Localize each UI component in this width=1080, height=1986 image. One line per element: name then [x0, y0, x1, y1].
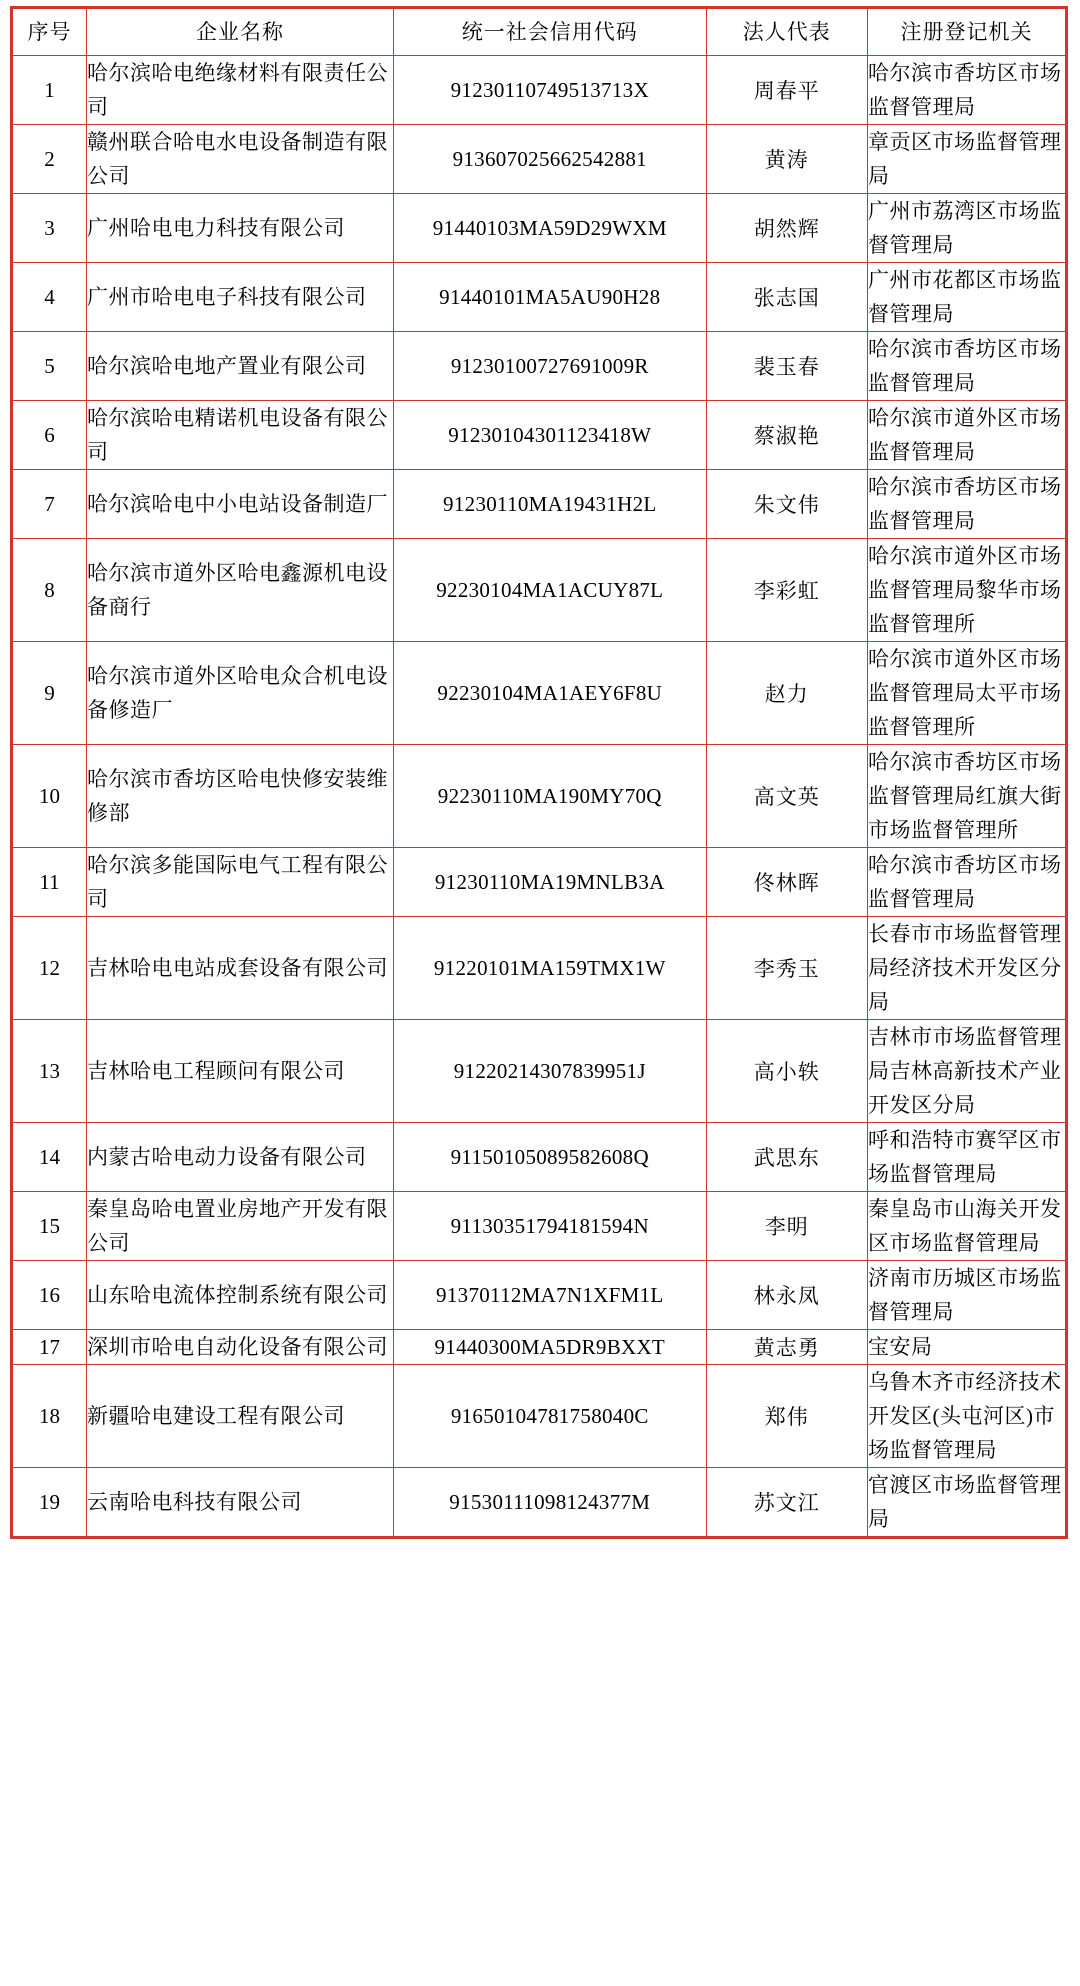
table-row [12, 539, 1067, 642]
cell-registration-authority: 广州市荔湾区市场监督管理局 [868, 194, 1067, 263]
column-header-seq: 序号 [12, 8, 87, 56]
cell-credit-code: 91230100727691009R [393, 332, 706, 401]
table-row [12, 1123, 1067, 1192]
cell-seq: 9 [12, 642, 87, 745]
cell-enterprise-name: 新疆哈电建设工程有限公司 [87, 1365, 394, 1468]
table-row [12, 56, 1067, 125]
cell-legal-representative: 高文英 [706, 745, 867, 848]
cell-seq: 17 [12, 1330, 87, 1365]
cell-legal-representative: 佟林晖 [706, 848, 867, 917]
cell-legal-representative: 苏文江 [706, 1468, 867, 1538]
cell-credit-code: 91230110749513713X [393, 56, 706, 125]
cell-enterprise-name: 哈尔滨多能国际电气工程有限公司 [87, 848, 394, 917]
table-row [12, 745, 1067, 848]
cell-credit-code: 91230110MA19MNLB3A [393, 848, 706, 917]
cell-registration-authority: 哈尔滨市香坊区市场监督管理局 [868, 470, 1067, 539]
table-row [12, 332, 1067, 401]
table-row [12, 125, 1067, 194]
cell-legal-representative: 林永凤 [706, 1261, 867, 1330]
table-row [12, 1365, 1067, 1468]
cell-seq: 4 [12, 263, 87, 332]
cell-enterprise-name: 内蒙古哈电动力设备有限公司 [87, 1123, 394, 1192]
cell-registration-authority: 哈尔滨市香坊区市场监督管理局 [868, 332, 1067, 401]
cell-credit-code: 91650104781758040C [393, 1365, 706, 1468]
cell-legal-representative: 郑伟 [706, 1365, 867, 1468]
cell-credit-code: 913607025662542881 [393, 125, 706, 194]
cell-enterprise-name: 哈尔滨市道外区哈电鑫源机电设备商行 [87, 539, 394, 642]
cell-enterprise-name: 秦皇岛哈电置业房地产开发有限公司 [87, 1192, 394, 1261]
cell-credit-code: 91370112MA7N1XFM1L [393, 1261, 706, 1330]
enterprise-registration-table [10, 6, 1068, 1539]
cell-seq: 19 [12, 1468, 87, 1538]
cell-registration-authority: 章贡区市场监督管理局 [868, 125, 1067, 194]
cell-seq: 1 [12, 56, 87, 125]
column-header-legal-representative: 法人代表 [706, 8, 867, 56]
table-row [12, 1468, 1067, 1538]
cell-legal-representative: 周春平 [706, 56, 867, 125]
cell-credit-code: 91230110MA19431H2L [393, 470, 706, 539]
cell-registration-authority: 哈尔滨市道外区市场监督管理局 [868, 401, 1067, 470]
cell-legal-representative: 胡然辉 [706, 194, 867, 263]
table-row [12, 848, 1067, 917]
cell-seq: 7 [12, 470, 87, 539]
cell-enterprise-name: 哈尔滨哈电精诺机电设备有限公司 [87, 401, 394, 470]
cell-registration-authority: 哈尔滨市香坊区市场监督管理局红旗大街市场监督管理所 [868, 745, 1067, 848]
column-header-credit-code: 统一社会信用代码 [393, 8, 706, 56]
cell-seq: 18 [12, 1365, 87, 1468]
table-row [12, 1261, 1067, 1330]
cell-legal-representative: 赵力 [706, 642, 867, 745]
cell-credit-code: 91220214307839951J [393, 1020, 706, 1123]
table-row [12, 1192, 1067, 1261]
cell-registration-authority: 哈尔滨市道外区市场监督管理局黎华市场监督管理所 [868, 539, 1067, 642]
table-row [12, 263, 1067, 332]
cell-credit-code: 91440101MA5AU90H28 [393, 263, 706, 332]
cell-seq: 16 [12, 1261, 87, 1330]
cell-credit-code: 91230104301123418W [393, 401, 706, 470]
cell-seq: 13 [12, 1020, 87, 1123]
table-row [12, 917, 1067, 1020]
cell-legal-representative: 裴玉春 [706, 332, 867, 401]
table-row [12, 470, 1067, 539]
table-row [12, 642, 1067, 745]
cell-legal-representative: 李秀玉 [706, 917, 867, 1020]
column-header-registration-authority: 注册登记机关 [868, 8, 1067, 56]
cell-enterprise-name: 山东哈电流体控制系统有限公司 [87, 1261, 394, 1330]
cell-seq: 14 [12, 1123, 87, 1192]
cell-seq: 10 [12, 745, 87, 848]
table-header-row [12, 8, 1067, 56]
cell-credit-code: 91220101MA159TMX1W [393, 917, 706, 1020]
cell-legal-representative: 朱文伟 [706, 470, 867, 539]
cell-registration-authority: 呼和浩特市赛罕区市场监督管理局 [868, 1123, 1067, 1192]
cell-registration-authority: 秦皇岛市山海关开发区市场监督管理局 [868, 1192, 1067, 1261]
cell-enterprise-name: 哈尔滨哈电中小电站设备制造厂 [87, 470, 394, 539]
cell-enterprise-name: 哈尔滨市香坊区哈电快修安装维修部 [87, 745, 394, 848]
cell-legal-representative: 武思东 [706, 1123, 867, 1192]
column-header-enterprise-name: 企业名称 [87, 8, 394, 56]
cell-registration-authority: 长春市市场监督管理局经济技术开发区分局 [868, 917, 1067, 1020]
cell-enterprise-name: 广州市哈电电子科技有限公司 [87, 263, 394, 332]
cell-registration-authority: 官渡区市场监督管理局 [868, 1468, 1067, 1538]
cell-seq: 11 [12, 848, 87, 917]
cell-legal-representative: 张志国 [706, 263, 867, 332]
cell-enterprise-name: 哈尔滨市道外区哈电众合机电设备修造厂 [87, 642, 394, 745]
table-row [12, 194, 1067, 263]
cell-seq: 12 [12, 917, 87, 1020]
cell-credit-code: 91440103MA59D29WXM [393, 194, 706, 263]
cell-enterprise-name: 哈尔滨哈电地产置业有限公司 [87, 332, 394, 401]
cell-legal-representative: 高小轶 [706, 1020, 867, 1123]
cell-enterprise-name: 广州哈电电力科技有限公司 [87, 194, 394, 263]
cell-credit-code: 91150105089582608Q [393, 1123, 706, 1192]
cell-seq: 6 [12, 401, 87, 470]
cell-enterprise-name: 吉林哈电工程顾问有限公司 [87, 1020, 394, 1123]
cell-credit-code: 92230110MA190MY70Q [393, 745, 706, 848]
cell-registration-authority: 哈尔滨市道外区市场监督管理局太平市场监督管理所 [868, 642, 1067, 745]
cell-registration-authority: 吉林市市场监督管理局吉林高新技术产业开发区分局 [868, 1020, 1067, 1123]
cell-registration-authority: 哈尔滨市香坊区市场监督管理局 [868, 56, 1067, 125]
cell-seq: 8 [12, 539, 87, 642]
cell-enterprise-name: 吉林哈电电站成套设备有限公司 [87, 917, 394, 1020]
cell-legal-representative: 李明 [706, 1192, 867, 1261]
cell-registration-authority: 济南市历城区市场监督管理局 [868, 1261, 1067, 1330]
cell-legal-representative: 黄涛 [706, 125, 867, 194]
cell-registration-authority: 乌鲁木齐市经济技术开发区(头屯河区)市场监督管理局 [868, 1365, 1067, 1468]
cell-credit-code: 91440300MA5DR9BXXT [393, 1330, 706, 1365]
cell-legal-representative: 黄志勇 [706, 1330, 867, 1365]
cell-credit-code: 91130351794181594N [393, 1192, 706, 1261]
cell-credit-code: 92230104MA1AEY6F8U [393, 642, 706, 745]
cell-legal-representative: 蔡淑艳 [706, 401, 867, 470]
cell-seq: 3 [12, 194, 87, 263]
table-header [12, 8, 1067, 56]
table-row [12, 1330, 1067, 1365]
cell-legal-representative: 李彩虹 [706, 539, 867, 642]
cell-enterprise-name: 哈尔滨哈电绝缘材料有限责任公司 [87, 56, 394, 125]
cell-seq: 5 [12, 332, 87, 401]
table-row [12, 1020, 1067, 1123]
cell-enterprise-name: 云南哈电科技有限公司 [87, 1468, 394, 1538]
cell-seq: 15 [12, 1192, 87, 1261]
cell-enterprise-name: 深圳市哈电自动化设备有限公司 [87, 1330, 394, 1365]
cell-registration-authority: 哈尔滨市香坊区市场监督管理局 [868, 848, 1067, 917]
table-row [12, 401, 1067, 470]
cell-enterprise-name: 赣州联合哈电水电设备制造有限公司 [87, 125, 394, 194]
table-body [12, 56, 1067, 1538]
cell-credit-code: 91530111098124377M [393, 1468, 706, 1538]
cell-seq: 2 [12, 125, 87, 194]
cell-registration-authority: 宝安局 [868, 1330, 1067, 1365]
cell-credit-code: 92230104MA1ACUY87L [393, 539, 706, 642]
cell-registration-authority: 广州市花都区市场监督管理局 [868, 263, 1067, 332]
